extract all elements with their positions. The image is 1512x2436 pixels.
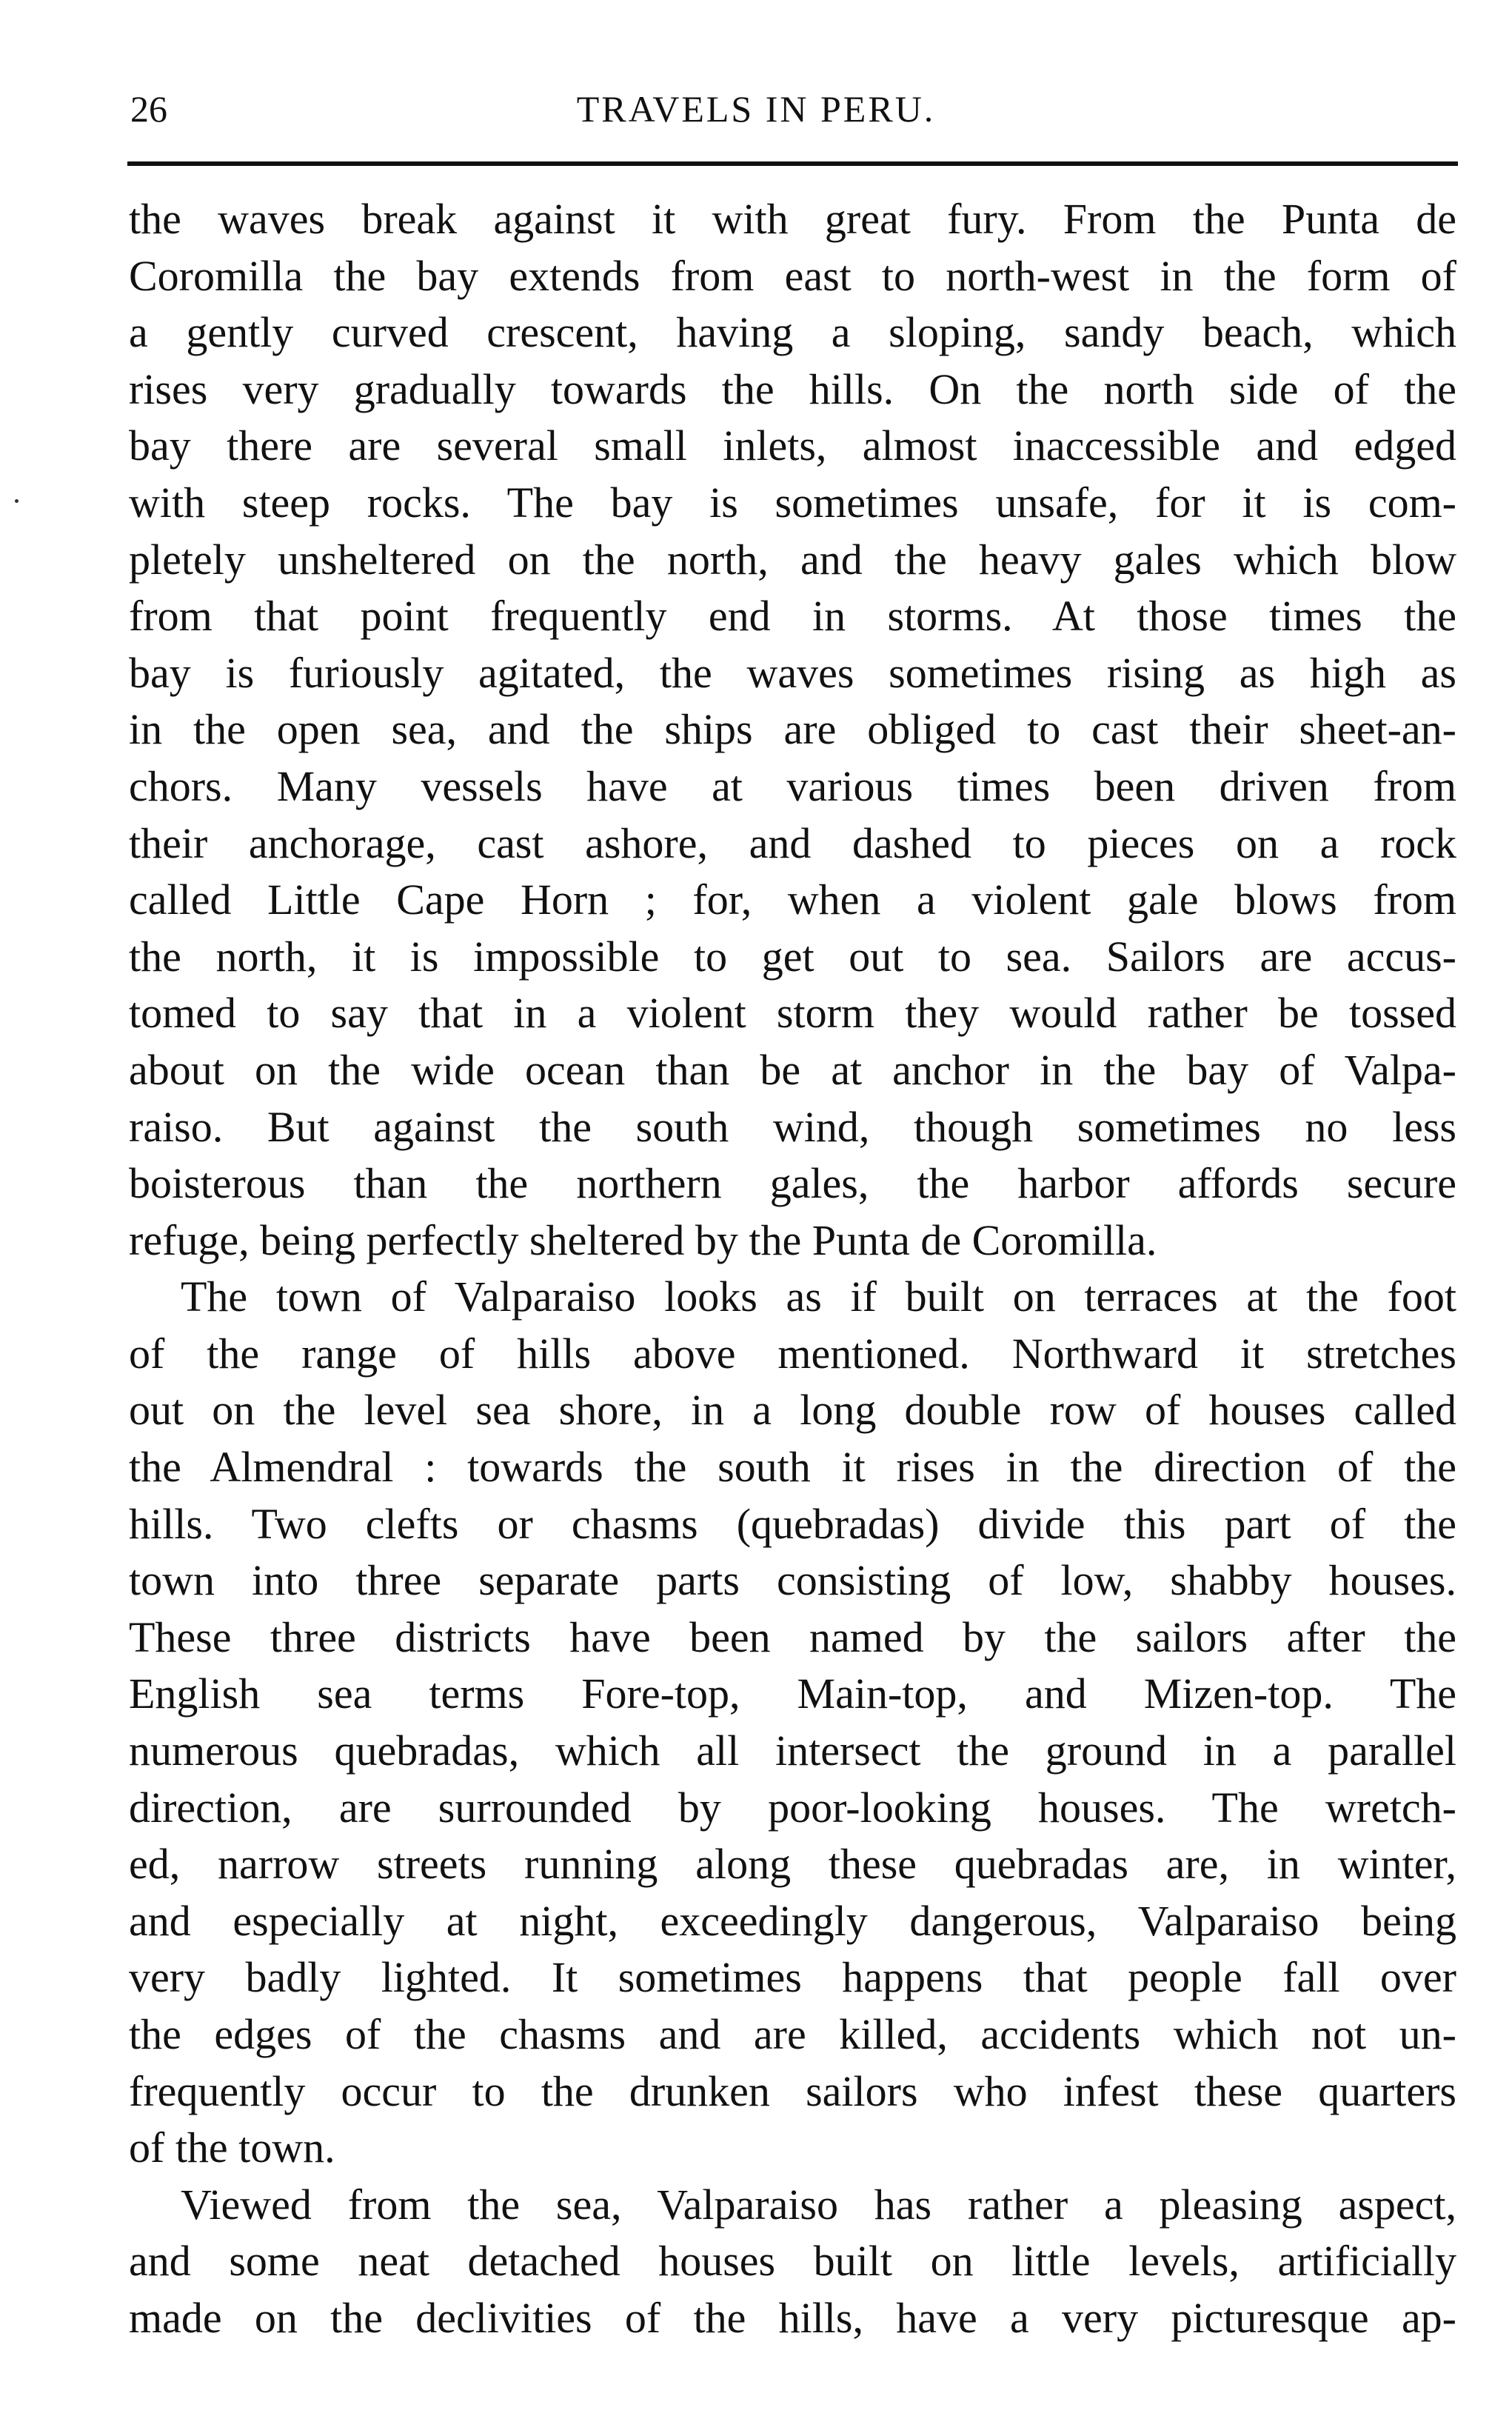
text-line: called Little Cape Horn ; for, when a violent gale blows from: [129, 875, 1456, 924]
text-line: raiso. But against the south wind, though sometimes no less: [129, 1102, 1456, 1151]
text-line: of the range of hills above mentioned. Northward it stretches: [129, 1329, 1456, 1378]
text-line: the edges of the chasms and are killed, accidents which not un-: [129, 2010, 1456, 2058]
text-line: about on the wide ocean than be at anchor in the bay of Valpa-: [129, 1045, 1456, 1094]
text-line: town into three separate parts consisting of low, shabby houses.: [129, 1556, 1456, 1605]
text-line: Viewed from the sea, Valparaiso has rather a pleasing aspect,: [181, 2180, 1456, 2229]
text-line: Coromilla the bay extends from east to north-west in the form of: [129, 251, 1456, 300]
page-number: 26: [130, 88, 167, 130]
text-line: a gently curved crescent, having a sloping, sandy beach, which: [129, 308, 1456, 357]
header-rule: [127, 161, 1458, 166]
text-line: ed, narrow streets running along these quebradas are, in winter,: [129, 1840, 1456, 1889]
text-line: These three districts have been named by the sailors after the: [129, 1612, 1456, 1661]
text-line: and especially at night, exceedingly dangerous, Valparaiso being: [129, 1896, 1456, 1945]
text-line: their anchorage, cast ashore, and dashed to pieces on a rock: [129, 818, 1456, 867]
text-line: frequently occur to the drunken sailors who infest these quarters: [129, 2066, 1456, 2115]
text-line: direction, are surrounded by poor-looking houses. The wretch-: [129, 1783, 1456, 1832]
text-line: rises very gradually towards the hills. On the north side of the: [129, 364, 1456, 413]
text-line: boisterous than the northern gales, the harbor affords secure: [129, 1159, 1456, 1208]
scan-speck: [15, 499, 19, 503]
text-line: pletely unsheltered on the north, and the heavy gales which blow: [129, 535, 1456, 584]
text-line: made on the declivities of the hills, have a very picturesque ap-: [129, 2293, 1456, 2342]
text-line: very badly lighted. It sometimes happens that people fall over: [129, 1953, 1456, 2002]
text-line: chors. Many vessels have at various times been driven from: [129, 761, 1456, 810]
text-line: tomed to say that in a violent storm they would rather be tossed: [129, 989, 1456, 1038]
text-line: hills. Two clefts or chasms (quebradas) divide this part of the: [129, 1499, 1456, 1548]
text-line: refuge, being perfectly sheltered by the Punta de Coromilla.: [129, 1215, 1157, 1264]
text-line: the Almendral : towards the south it rises in the direction of the: [129, 1443, 1456, 1492]
text-line: out on the level sea shore, in a long double row of houses called: [129, 1386, 1456, 1435]
running-title: TRAVELS IN PERU.: [576, 88, 936, 130]
text-line: the waves break against it with great fury. From the Punta de: [129, 195, 1456, 243]
text-line: numerous quebradas, which all intersect the ground in a parallel: [129, 1726, 1456, 1775]
text-line: English sea terms Fore-top, Main-top, and Mizen-top. The: [129, 1669, 1456, 1718]
text-line: of the town.: [129, 2123, 335, 2172]
text-line: from that point frequently end in storms. At those times the: [129, 592, 1456, 641]
text-line: bay is furiously agitated, the waves sometimes rising as high as: [129, 648, 1456, 697]
text-line: with steep rocks. The bay is sometimes unsafe, for it is com-: [129, 478, 1456, 527]
text-line: the north, it is impossible to get out to sea. Sailors are accus-: [129, 932, 1456, 981]
text-line: in the open sea, and the ships are obliged to cast their sheet-an-: [129, 705, 1456, 754]
text-line: and some neat detached houses built on little levels, artificially: [129, 2237, 1456, 2286]
body-text: [129, 191, 1456, 2347]
text-line: bay there are several small inlets, almost inaccessible and edged: [129, 421, 1456, 470]
text-line: The town of Valparaiso looks as if built on terraces at the foot: [181, 1272, 1456, 1321]
